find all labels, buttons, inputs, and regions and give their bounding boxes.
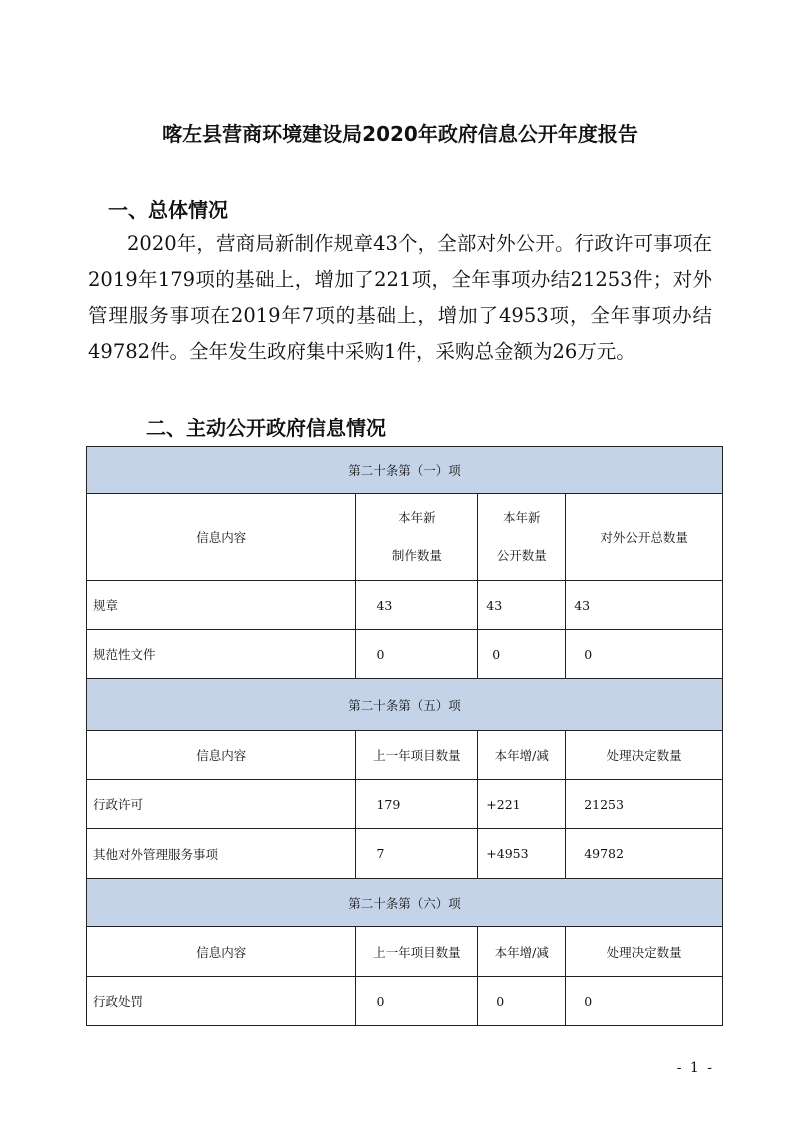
row-value: 0 [478, 630, 566, 679]
table-row [87, 977, 723, 1026]
table-header-row [87, 494, 723, 581]
header-change: 本年增/减 [478, 927, 566, 977]
table-header-row [87, 731, 723, 780]
row-value: 0 [566, 630, 723, 679]
table-row [87, 581, 723, 630]
header-new-published-line1: 本年新 [502, 510, 541, 525]
header-change: 本年增/减 [478, 731, 566, 780]
section-header-row [87, 679, 723, 731]
header-decision-count: 处理决定数量 [566, 927, 723, 977]
header-decision-count: 处理决定数量 [566, 731, 723, 780]
header-new-made [356, 494, 478, 581]
row-value: 21253 [566, 780, 723, 829]
header-prev-year-count: 上一年项目数量 [356, 927, 478, 977]
section1-heading: 一、总体情况 [108, 198, 228, 222]
row-name: 规章 [87, 581, 356, 630]
row-value: 7 [356, 829, 478, 879]
row-value: +221 [478, 780, 566, 829]
page-number: - 1 - [676, 1060, 714, 1076]
header-info-content: 信息内容 [87, 927, 356, 977]
section1-paragraph: 2020年，营商局新制作规章43个，全部对外公开。行政许可事项在2019年179项的基础上，增加了221项，全年事项办结21253件；对外管理服务事项在2019年7项的基础上，增加了4953项，全年事项办结49782件。全年发生政府集中采购1件，采购总金额为26万元。 [88, 232, 712, 363]
row-name: 行政处罚 [87, 977, 356, 1026]
section-title: 第二十条第（五）项 [87, 679, 723, 731]
row-value: +4953 [478, 829, 566, 879]
header-new-made-line1: 本年新 [398, 510, 436, 525]
row-value: 0 [566, 977, 723, 1026]
row-value: 0 [478, 977, 566, 1026]
row-value: 0 [356, 977, 478, 1026]
header-new-published-line2: 公开数量 [496, 548, 547, 563]
header-info-content: 信息内容 [87, 731, 356, 780]
table-row [87, 829, 723, 879]
section-header-row [87, 879, 723, 927]
document-title: 喀左县营商环境建设局2020年政府信息公开年度报告 [162, 122, 638, 146]
row-value: 43 [566, 581, 723, 630]
table-row [87, 630, 723, 679]
disclosure-table [86, 446, 723, 1026]
row-name: 规范性文件 [87, 630, 356, 679]
table-header-row [87, 927, 723, 977]
row-name: 行政许可 [87, 780, 356, 829]
header-new-published [478, 494, 566, 581]
row-value: 0 [356, 630, 478, 679]
row-value: 179 [356, 780, 478, 829]
header-prev-year-count: 上一年项目数量 [356, 731, 478, 780]
header-total-published: 对外公开总数量 [566, 494, 723, 581]
section2-heading: 二、主动公开政府信息情况 [146, 416, 386, 440]
table-row [87, 780, 723, 829]
header-new-made-line2: 制作数量 [391, 548, 442, 563]
row-value: 43 [356, 581, 478, 630]
section-title: 第二十条第（一）项 [87, 447, 723, 494]
row-name: 其他对外管理服务事项 [87, 829, 356, 879]
row-value: 43 [478, 581, 566, 630]
header-info-content: 信息内容 [87, 494, 356, 581]
section-title: 第二十条第（六）项 [87, 879, 723, 927]
section-header-row [87, 447, 723, 494]
row-value: 49782 [566, 829, 723, 879]
